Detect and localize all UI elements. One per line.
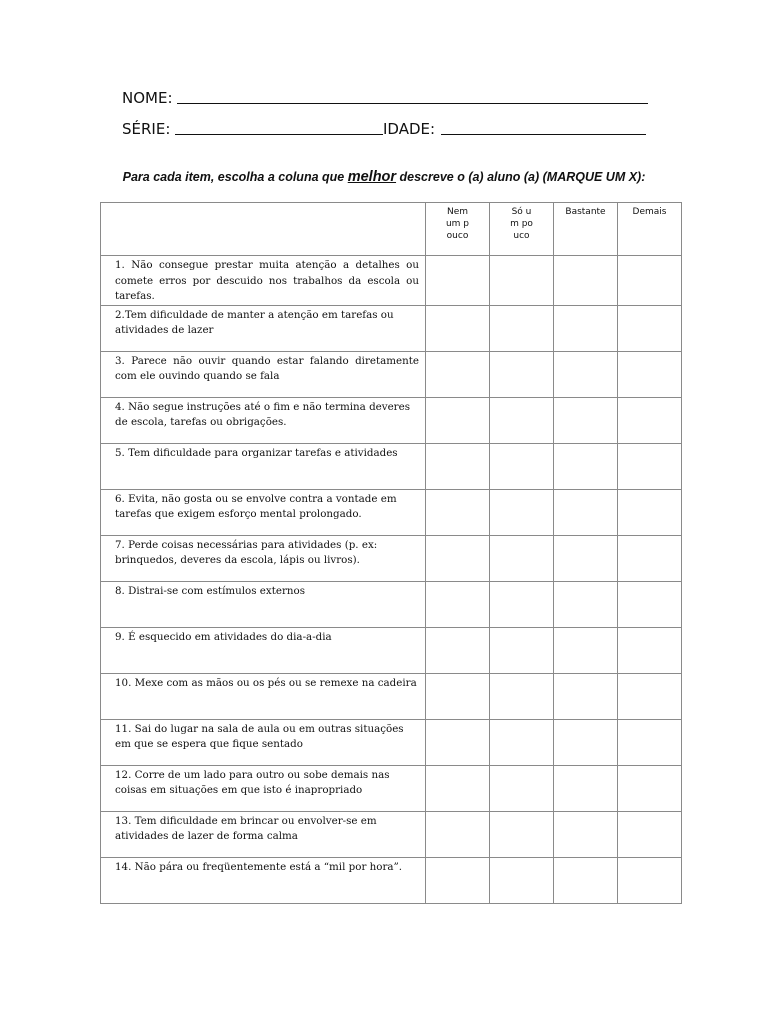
item-text: 3. Parece não ouvir quando estar falando diretamente com ele ouvindo quando se fala <box>101 351 426 397</box>
item-text: 1. Não consegue prestar muita atenção a detalhes ou comete erros por descuido nos trabalhos da escola ou tarefas. <box>101 256 426 306</box>
answer-cell-demais[interactable] <box>618 627 682 673</box>
col-header-so-um-pouco <box>490 203 554 256</box>
nome-field[interactable] <box>177 103 648 104</box>
answer-cell-bastante[interactable] <box>554 397 618 443</box>
answer-cell-nem-um-pouco[interactable] <box>426 256 490 306</box>
table-row <box>101 627 682 673</box>
answer-cell-demais[interactable] <box>618 489 682 535</box>
table-row <box>101 765 682 811</box>
answer-cell-demais[interactable] <box>618 673 682 719</box>
answer-cell-so-um-pouco[interactable] <box>490 397 554 443</box>
table-row <box>101 443 682 489</box>
item-text: 2.Tem dificuldade de manter a atenção em tarefas ou atividades de lazer <box>101 305 426 351</box>
item-text: 14. Não pára ou freqüentemente está a “mil por hora”. <box>101 857 426 903</box>
answer-cell-nem-um-pouco[interactable] <box>426 305 490 351</box>
answer-cell-so-um-pouco[interactable] <box>490 489 554 535</box>
answer-cell-bastante[interactable] <box>554 256 618 306</box>
answer-cell-nem-um-pouco[interactable] <box>426 765 490 811</box>
table-row <box>101 673 682 719</box>
answer-cell-so-um-pouco[interactable] <box>490 581 554 627</box>
table-row <box>101 256 682 306</box>
item-text: 7. Perde coisas necessárias para atividades (p. ex: brinquedos, deveres da escola, lápis ou livros). <box>101 535 426 581</box>
answer-cell-so-um-pouco[interactable] <box>490 305 554 351</box>
answer-cell-bastante[interactable] <box>554 627 618 673</box>
answer-cell-so-um-pouco[interactable] <box>490 256 554 306</box>
serie-field[interactable] <box>175 134 383 135</box>
answer-cell-demais[interactable] <box>618 305 682 351</box>
answer-cell-nem-um-pouco[interactable] <box>426 673 490 719</box>
item-text: 9. É esquecido em atividades do dia-a-dia <box>101 627 426 673</box>
col-header-label: Nem um pouco <box>445 207 470 241</box>
answer-cell-bastante[interactable] <box>554 719 618 765</box>
answer-cell-so-um-pouco[interactable] <box>490 443 554 489</box>
answer-cell-bastante[interactable] <box>554 857 618 903</box>
answer-cell-nem-um-pouco[interactable] <box>426 627 490 673</box>
answer-cell-bastante[interactable] <box>554 535 618 581</box>
table-row <box>101 489 682 535</box>
header-blank-cell <box>101 203 426 256</box>
answer-cell-demais[interactable] <box>618 256 682 306</box>
answer-cell-bastante[interactable] <box>554 673 618 719</box>
answer-cell-bastante[interactable] <box>554 351 618 397</box>
answer-cell-bastante[interactable] <box>554 443 618 489</box>
table-row <box>101 581 682 627</box>
answer-cell-nem-um-pouco[interactable] <box>426 397 490 443</box>
instruction-pre: Para cada item, escolha a coluna que <box>122 170 348 184</box>
answer-cell-so-um-pouco[interactable] <box>490 857 554 903</box>
answer-cell-bastante[interactable] <box>554 305 618 351</box>
answer-cell-nem-um-pouco[interactable] <box>426 857 490 903</box>
answer-cell-demais[interactable] <box>618 351 682 397</box>
answer-cell-nem-um-pouco[interactable] <box>426 489 490 535</box>
instruction-emphasis: melhor <box>347 169 397 185</box>
answer-cell-so-um-pouco[interactable] <box>490 765 554 811</box>
answer-cell-nem-um-pouco[interactable] <box>426 535 490 581</box>
item-text: 4. Não segue instruções até o fim e não termina deveres de escola, tarefas ou obrigações. <box>101 397 426 443</box>
answer-cell-nem-um-pouco[interactable] <box>426 351 490 397</box>
answer-cell-bastante[interactable] <box>554 765 618 811</box>
idade-label: IDADE: <box>383 120 436 138</box>
answer-cell-demais[interactable] <box>618 397 682 443</box>
answer-cell-nem-um-pouco[interactable] <box>426 811 490 857</box>
rating-table <box>100 202 682 904</box>
col-header-label: Bastante <box>565 207 606 217</box>
answer-cell-demais[interactable] <box>618 535 682 581</box>
answer-cell-so-um-pouco[interactable] <box>490 351 554 397</box>
answer-cell-bastante[interactable] <box>554 811 618 857</box>
idade-field[interactable] <box>441 134 646 135</box>
answer-cell-demais[interactable] <box>618 857 682 903</box>
item-text: 5. Tem dificuldade para organizar tarefas e atividades <box>101 443 426 489</box>
header-row <box>101 203 682 256</box>
answer-cell-bastante[interactable] <box>554 581 618 627</box>
answer-cell-demais[interactable] <box>618 811 682 857</box>
table-row <box>101 811 682 857</box>
item-text: 10. Mexe com as mãos ou os pés ou se remexe na cadeira <box>101 673 426 719</box>
answer-cell-so-um-pouco[interactable] <box>490 627 554 673</box>
answer-cell-demais[interactable] <box>618 443 682 489</box>
nome-label: NOME: <box>122 89 173 107</box>
col-header-demais <box>618 203 682 256</box>
table-row <box>101 397 682 443</box>
item-text: 12. Corre de um lado para outro ou sobe demais nas coisas em situações em que isto é inapropriado <box>101 765 426 811</box>
col-header-bastante <box>554 203 618 256</box>
table-row <box>101 535 682 581</box>
serie-label: SÉRIE: <box>122 120 171 138</box>
item-text: 13. Tem dificuldade em brincar ou envolver-se em atividades de lazer de forma calma <box>101 811 426 857</box>
table-row <box>101 305 682 351</box>
item-text: 8. Distrai-se com estímulos externos <box>101 581 426 627</box>
answer-cell-demais[interactable] <box>618 581 682 627</box>
col-header-label: Só um pouco <box>510 207 533 241</box>
answer-cell-demais[interactable] <box>618 719 682 765</box>
answer-cell-nem-um-pouco[interactable] <box>426 443 490 489</box>
answer-cell-so-um-pouco[interactable] <box>490 811 554 857</box>
instruction-text <box>0 169 768 185</box>
table-row <box>101 351 682 397</box>
answer-cell-bastante[interactable] <box>554 489 618 535</box>
table-row <box>101 719 682 765</box>
answer-cell-so-um-pouco[interactable] <box>490 673 554 719</box>
answer-cell-so-um-pouco[interactable] <box>490 719 554 765</box>
table-row <box>101 857 682 903</box>
answer-cell-nem-um-pouco[interactable] <box>426 719 490 765</box>
item-text: 6. Evita, não gosta ou se envolve contra a vontade em tarefas que exigem esforço mental prolongado. <box>101 489 426 535</box>
answer-cell-so-um-pouco[interactable] <box>490 535 554 581</box>
col-header-label: Demais <box>632 207 667 217</box>
col-header-nem-um-pouco <box>426 203 490 256</box>
answer-cell-nem-um-pouco[interactable] <box>426 581 490 627</box>
answer-cell-demais[interactable] <box>618 765 682 811</box>
instruction-post: descreve o (a) aluno (a) (MARQUE UM X): <box>396 170 646 184</box>
item-text: 11. Sai do lugar na sala de aula ou em outras situações em que se espera que fique sentado <box>101 719 426 765</box>
